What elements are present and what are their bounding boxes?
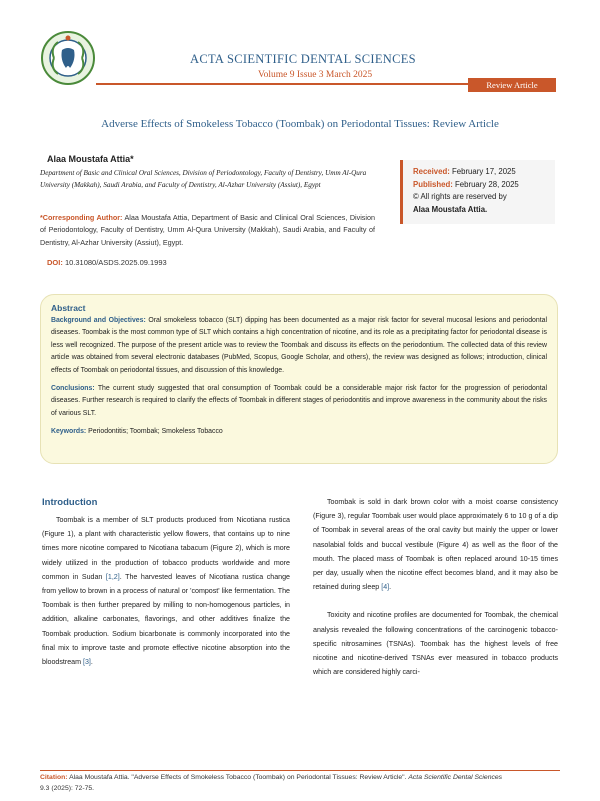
body-paragraph-3: Toxicity and nicotine profiles are documented for Toombak, the chemical analysis revealed the following concentrations of the carcinogenic tobacco-specific nitrosamines (TSNAs). Toombak has the highest levels of free nicotine and nicotine-derived TSNAs ever measured in tobacco products which are considered highly carci- xyxy=(313,611,558,677)
citation-ref-4[interactable]: [4] xyxy=(381,583,390,592)
header-divider xyxy=(96,83,468,85)
keywords xyxy=(51,426,547,438)
keywords-label: Keywords: xyxy=(51,428,87,436)
published-date: February 28, 2025 xyxy=(455,179,519,189)
citation-journal: Acta Scientific Dental Sciences xyxy=(408,774,503,781)
citation-footer xyxy=(40,772,560,794)
conclusions-label: Conclusions: xyxy=(51,385,95,393)
body-text-a: Toombak is sold in dark brown color with a moist coarse consistency (Figure 3), regular Toombak user would place approximately 6 to 10 g of a dip of Toombak in several areas of the oral cavity but mainly the upper or lower nasolabial folds and buccal vestibule (Figure 4) as well as the floor of the mouth. The placed mass of Toombak is often replaced around 10-15 times per day, usually when the nicotine effect becomes bland, and it may also be retained during sleep xyxy=(313,498,558,592)
author-affiliation: Department of Basic and Clinical Oral Sciences, Division of Periodontology, Faculty of Dentistry, Umm Al-Qura University (Makkah), Saudi Arabia, and Faculty of Dentistry, Al-Azhar University (Assiut), Egypt xyxy=(40,169,367,190)
published-label: Published: xyxy=(413,179,453,189)
journal-name: ACTA SCIENTIFIC DENTAL SCIENCES xyxy=(190,52,416,66)
left-column xyxy=(42,513,290,683)
rights-text: © All rights are reserved by xyxy=(413,192,507,201)
author-name: Alaa Moustafa Attia* xyxy=(47,154,134,164)
article-title: Adverse Effects of Smokeless Tobacco (Toombak) on Periodontal Tissues: Review Article xyxy=(101,118,499,130)
keywords-text: Periodontitis; Toombak; Smokeless Tobacco xyxy=(88,428,223,436)
body-paragraph-2 xyxy=(313,495,558,594)
conclusions-text: The current study suggested that oral consumption of Toombak could be a considerable major risk factor for the progression of periodontal diseases. Further research is required to clarify the effects of Toombak in different stages of periodontitis and improve awareness in the community about the risks of various SLT. xyxy=(51,385,547,417)
received-date: February 17, 2025 xyxy=(452,167,516,176)
intro-paragraph-1 xyxy=(42,513,290,669)
issue-info: Volume 9 Issue 3 March 2025 xyxy=(258,70,373,80)
corresponding-author xyxy=(40,212,375,249)
citation-volume: 9.3 (2025): 72-75. xyxy=(40,785,95,792)
journal-logo xyxy=(40,30,96,86)
corresponding-label: *Corresponding Author: xyxy=(40,213,123,222)
article-type-badge: Review Article xyxy=(468,78,556,92)
body-text-b: . xyxy=(389,583,392,592)
abstract-heading: Abstract xyxy=(51,303,86,313)
background-label: Background and Objectives: xyxy=(51,317,146,324)
citation-label: Citation: xyxy=(40,774,68,781)
doi-label: DOI: xyxy=(47,258,63,267)
received-label: Received: xyxy=(413,167,450,176)
abstract-conclusions xyxy=(51,383,547,420)
citation-ref-1-2[interactable]: [1,2] xyxy=(105,572,120,581)
doi-link[interactable]: 10.31080/ASDS.2025.09.1993 xyxy=(64,258,167,267)
right-column xyxy=(313,495,558,693)
dates-box xyxy=(400,160,555,224)
introduction-heading: Introduction xyxy=(42,497,98,508)
rights-holder: Alaa Moustafa Attia. xyxy=(413,204,488,214)
corresponding-text: Alaa Moustafa Attia, Department of Basic and Clinical Oral Sciences, Division of Periodontology, Faculty of Dentistry, Umm Al-Qura University (Makkah), Saudi Arabia, and Faculty of Dentistry, Al-Azhar University (Assiut), Egypt. xyxy=(40,213,375,247)
footer-divider xyxy=(40,770,560,771)
intro-text-a: Toombak is a member of SLT products produced from Nicotiana rustica (Figure 1), a plant with characteristic yellow flowers, that contains up to nine times more nicotine compared to Nicotiana tabacum (Figure 2), which is more widely utilized in the production of tobacco products worldwide and more common in Sudan xyxy=(42,516,290,581)
doi xyxy=(47,258,167,267)
background-text: Oral smokeless tobacco (SLT) dipping has been documented as a major risk factor for several mucosal lesions and periodontal diseases. Toombak is the most common type of SLT which contains a high concentration of nicotine, and its role as a precipitating factor for periodontal disease is less well recognized. The purpose of the present article was to review the Toombak and discuss its effects on the periodontium. The collected data of this review article was obtained from several electronic databases (PubMed, Scopus, Google Scholar, and others), the review was designed as follows; introduction, clinical effects of Toombak on periodontal tissues, and discussion of this knowledge. xyxy=(51,317,547,374)
abstract-box xyxy=(40,294,558,464)
abstract-background xyxy=(51,315,547,377)
citation-text: Alaa Moustafa Attia. "Adverse Effects of Smokeless Tobacco (Toombak) on Periodontal Tissues: Review Article". xyxy=(69,774,407,781)
citation-ref-3[interactable]: [3] xyxy=(83,658,91,667)
intro-text-c: . xyxy=(90,658,93,667)
intro-text-b: . The harvested leaves of Nicotiana rustica change from yellow to brown in a process of natural or 'compost' like fermentation. The Toombak is then further prepared by milling to non-homogenous particles, in addition, alkaline carbonates, flavorings, and other additives finalize the Toombak production. Sodium bicarbonate is commonly incorporated into the final mix to improve taste and promote effective nicotine absorption into the bloodstream xyxy=(42,572,290,667)
